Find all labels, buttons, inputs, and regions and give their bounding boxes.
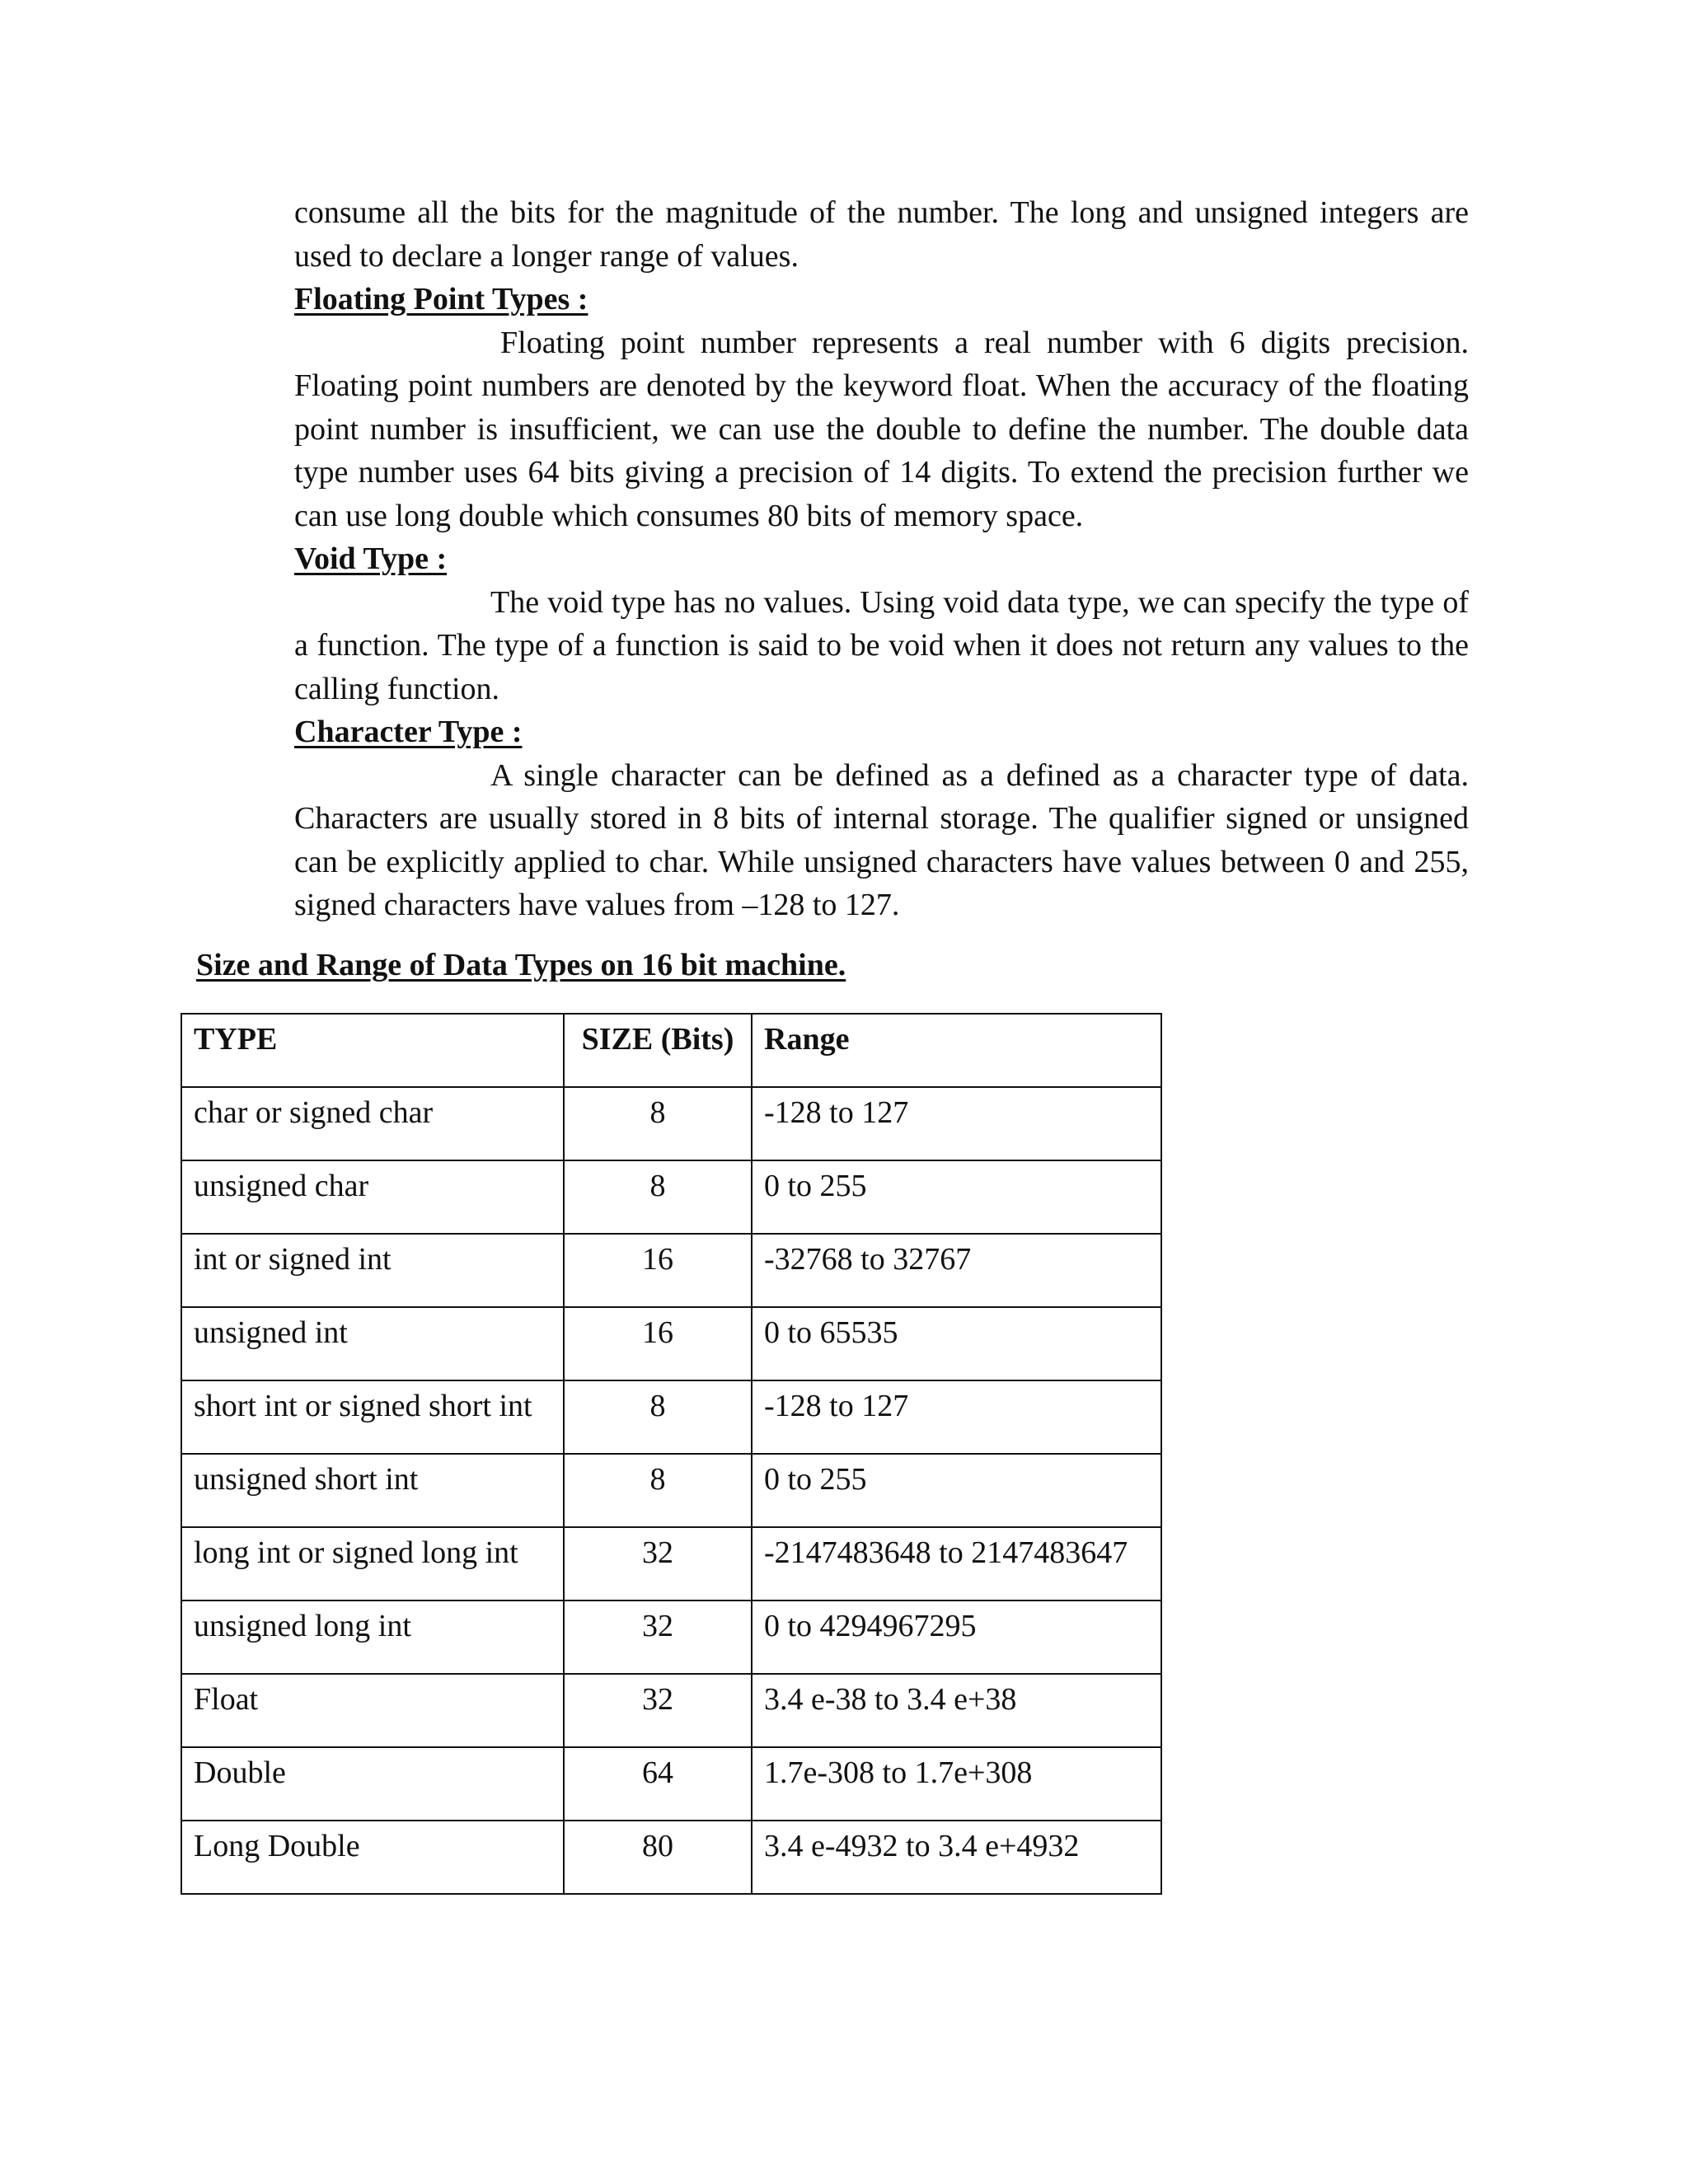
size-cell: 64	[564, 1747, 752, 1821]
range-cell: 0 to 255	[752, 1454, 1161, 1527]
intro-paragraph: consume all the bits for the magnitude of the number. The long and unsigned integers are used to declare a longer range of values.	[294, 195, 1469, 274]
character-type-paragraph: A single character can be defined as a defined as a character type of data. Characters are usually stored in 8 bits of internal storage. The qualifier signed or unsigned can be explicitly applied to char. While unsigned characters have values between 0 and 255, signed characters have values from –128 to 127.	[294, 757, 1469, 922]
body-text	[294, 191, 1469, 927]
table-row	[181, 1454, 1161, 1527]
floating-point-paragraph: Floating point number represents a real number with 6 digits precision. Floating point numbers are denoted by the keyword float. When the accuracy of the floating point number is insufficient, we can use the double to define the number. The double data type number uses 64 bits giving a precision of 14 digits. To extend the precision further we can use long double which consumes 80 bits of memory space.	[294, 325, 1469, 533]
table-row	[181, 1380, 1161, 1454]
range-cell: 0 to 65535	[752, 1307, 1161, 1380]
range-cell: 3.4 e-4932 to 3.4 e+4932	[752, 1821, 1161, 1894]
range-cell: 3.4 e-38 to 3.4 e+38	[752, 1674, 1161, 1747]
header-size: SIZE (Bits)	[564, 1014, 752, 1087]
table-row	[181, 1601, 1161, 1674]
type-cell: unsigned long int	[181, 1601, 564, 1674]
type-cell: unsigned int	[181, 1307, 564, 1380]
header-type: TYPE	[181, 1014, 564, 1087]
type-cell: long int or signed long int	[181, 1527, 564, 1601]
table-row	[181, 1234, 1161, 1307]
data-types-table	[181, 1013, 1162, 1895]
table-row	[181, 1747, 1161, 1821]
size-cell: 16	[564, 1307, 752, 1380]
type-cell: unsigned char	[181, 1160, 564, 1234]
size-cell: 32	[564, 1601, 752, 1674]
header-range: Range	[752, 1014, 1161, 1087]
size-cell: 8	[564, 1454, 752, 1527]
size-cell: 8	[564, 1160, 752, 1234]
size-cell: 32	[564, 1674, 752, 1747]
table-row	[181, 1087, 1161, 1160]
type-cell: Double	[181, 1747, 564, 1821]
size-cell: 8	[564, 1380, 752, 1454]
type-cell: char or signed char	[181, 1087, 564, 1160]
size-cell: 80	[564, 1821, 752, 1894]
range-cell: 1.7e-308 to 1.7e+308	[752, 1747, 1161, 1821]
table-row	[181, 1307, 1161, 1380]
type-cell: short int or signed short int	[181, 1380, 564, 1454]
table-title: Size and Range of Data Types on 16 bit machine.	[196, 948, 846, 982]
type-cell: int or signed int	[181, 1234, 564, 1307]
range-cell: -128 to 127	[752, 1087, 1161, 1160]
void-type-heading: Void Type :	[294, 541, 448, 576]
range-cell: -2147483648 to 2147483647	[752, 1527, 1161, 1601]
range-cell: -128 to 127	[752, 1380, 1161, 1454]
table-row	[181, 1160, 1161, 1234]
character-type-heading: Character Type :	[294, 715, 523, 749]
type-cell: Float	[181, 1674, 564, 1747]
range-cell: 0 to 255	[752, 1160, 1161, 1234]
range-cell: 0 to 4294967295	[752, 1601, 1161, 1674]
size-cell: 32	[564, 1527, 752, 1601]
table-row	[181, 1527, 1161, 1601]
table-row	[181, 1821, 1161, 1894]
size-cell: 8	[564, 1087, 752, 1160]
table-row	[181, 1674, 1161, 1747]
floating-point-heading: Floating Point Types :	[294, 282, 588, 316]
type-cell: unsigned short int	[181, 1454, 564, 1527]
void-type-paragraph: The void type has no values. Using void data type, we can specify the type of a function. The type of a function is said to be void when it does not return any values to the calling function.	[294, 584, 1469, 706]
type-cell: Long Double	[181, 1821, 564, 1894]
table-header-row	[181, 1014, 1161, 1087]
range-cell: -32768 to 32767	[752, 1234, 1161, 1307]
size-cell: 16	[564, 1234, 752, 1307]
